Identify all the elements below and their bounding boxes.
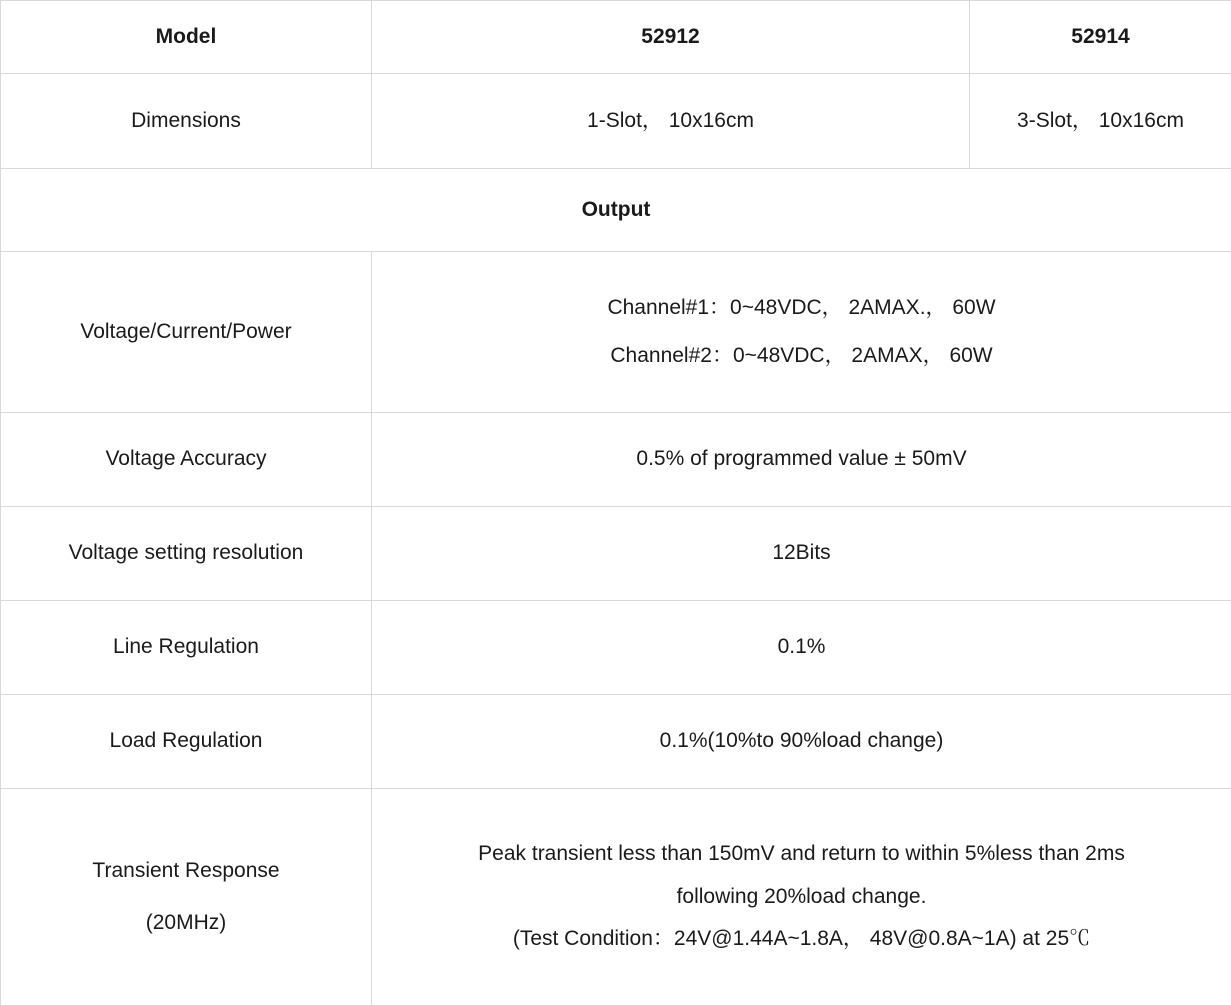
channel-2-spec: Channel#2：0~48VDC， 2AMAX， 60W	[380, 332, 1223, 380]
voltage-accuracy-value: 0.5% of programmed value ± 50mV	[372, 413, 1231, 507]
transient-response-line-1: Peak transient less than 150mV and return to within 5%less than 2ms	[380, 833, 1223, 875]
row-label-transient-response	[1, 789, 372, 1006]
transient-response-line-3: (Test Condition：24V@1.44A~1.8A， 48V@0.8A~1A) at 25℃	[380, 918, 1223, 960]
table-row	[1, 1, 1231, 74]
table-row	[1, 789, 1231, 1006]
table-row	[1, 413, 1231, 507]
table-row	[1, 252, 1231, 413]
transient-response-label-line-1: Transient Response	[9, 845, 363, 897]
column-header-model: Model	[1, 1, 372, 74]
transient-response-line-2: following 20%load change.	[380, 876, 1223, 918]
table-row	[1, 74, 1231, 169]
row-label-line-regulation: Line Regulation	[1, 601, 372, 695]
row-label-dimensions: Dimensions	[1, 74, 372, 169]
table-row	[1, 601, 1231, 695]
row-label-voltage-accuracy: Voltage Accuracy	[1, 413, 372, 507]
table-section-row	[1, 169, 1231, 252]
table-row	[1, 695, 1231, 789]
column-header-52914: 52914	[970, 1, 1231, 74]
voltage-setting-resolution-value: 12Bits	[372, 507, 1231, 601]
row-label-voltage-setting-resolution: Voltage setting resolution	[1, 507, 372, 601]
row-label-load-regulation: Load Regulation	[1, 695, 372, 789]
dimensions-52912: 1-Slot， 10x16cm	[372, 74, 970, 169]
dimensions-52914: 3-Slot， 10x16cm	[970, 74, 1231, 169]
column-header-52912: 52912	[372, 1, 970, 74]
table-row	[1, 507, 1231, 601]
load-regulation-value: 0.1%(10%to 90%load change)	[372, 695, 1231, 789]
line-regulation-value: 0.1%	[372, 601, 1231, 695]
voltage-current-power-value	[372, 252, 1231, 413]
transient-response-value	[372, 789, 1231, 1006]
transient-response-label-line-2: (20MHz)	[9, 897, 363, 949]
channel-1-spec: Channel#1：0~48VDC， 2AMAX.， 60W	[380, 284, 1223, 332]
row-label-voltage-current-power: Voltage/Current/Power	[1, 252, 372, 413]
section-header-output: Output	[1, 169, 1231, 252]
